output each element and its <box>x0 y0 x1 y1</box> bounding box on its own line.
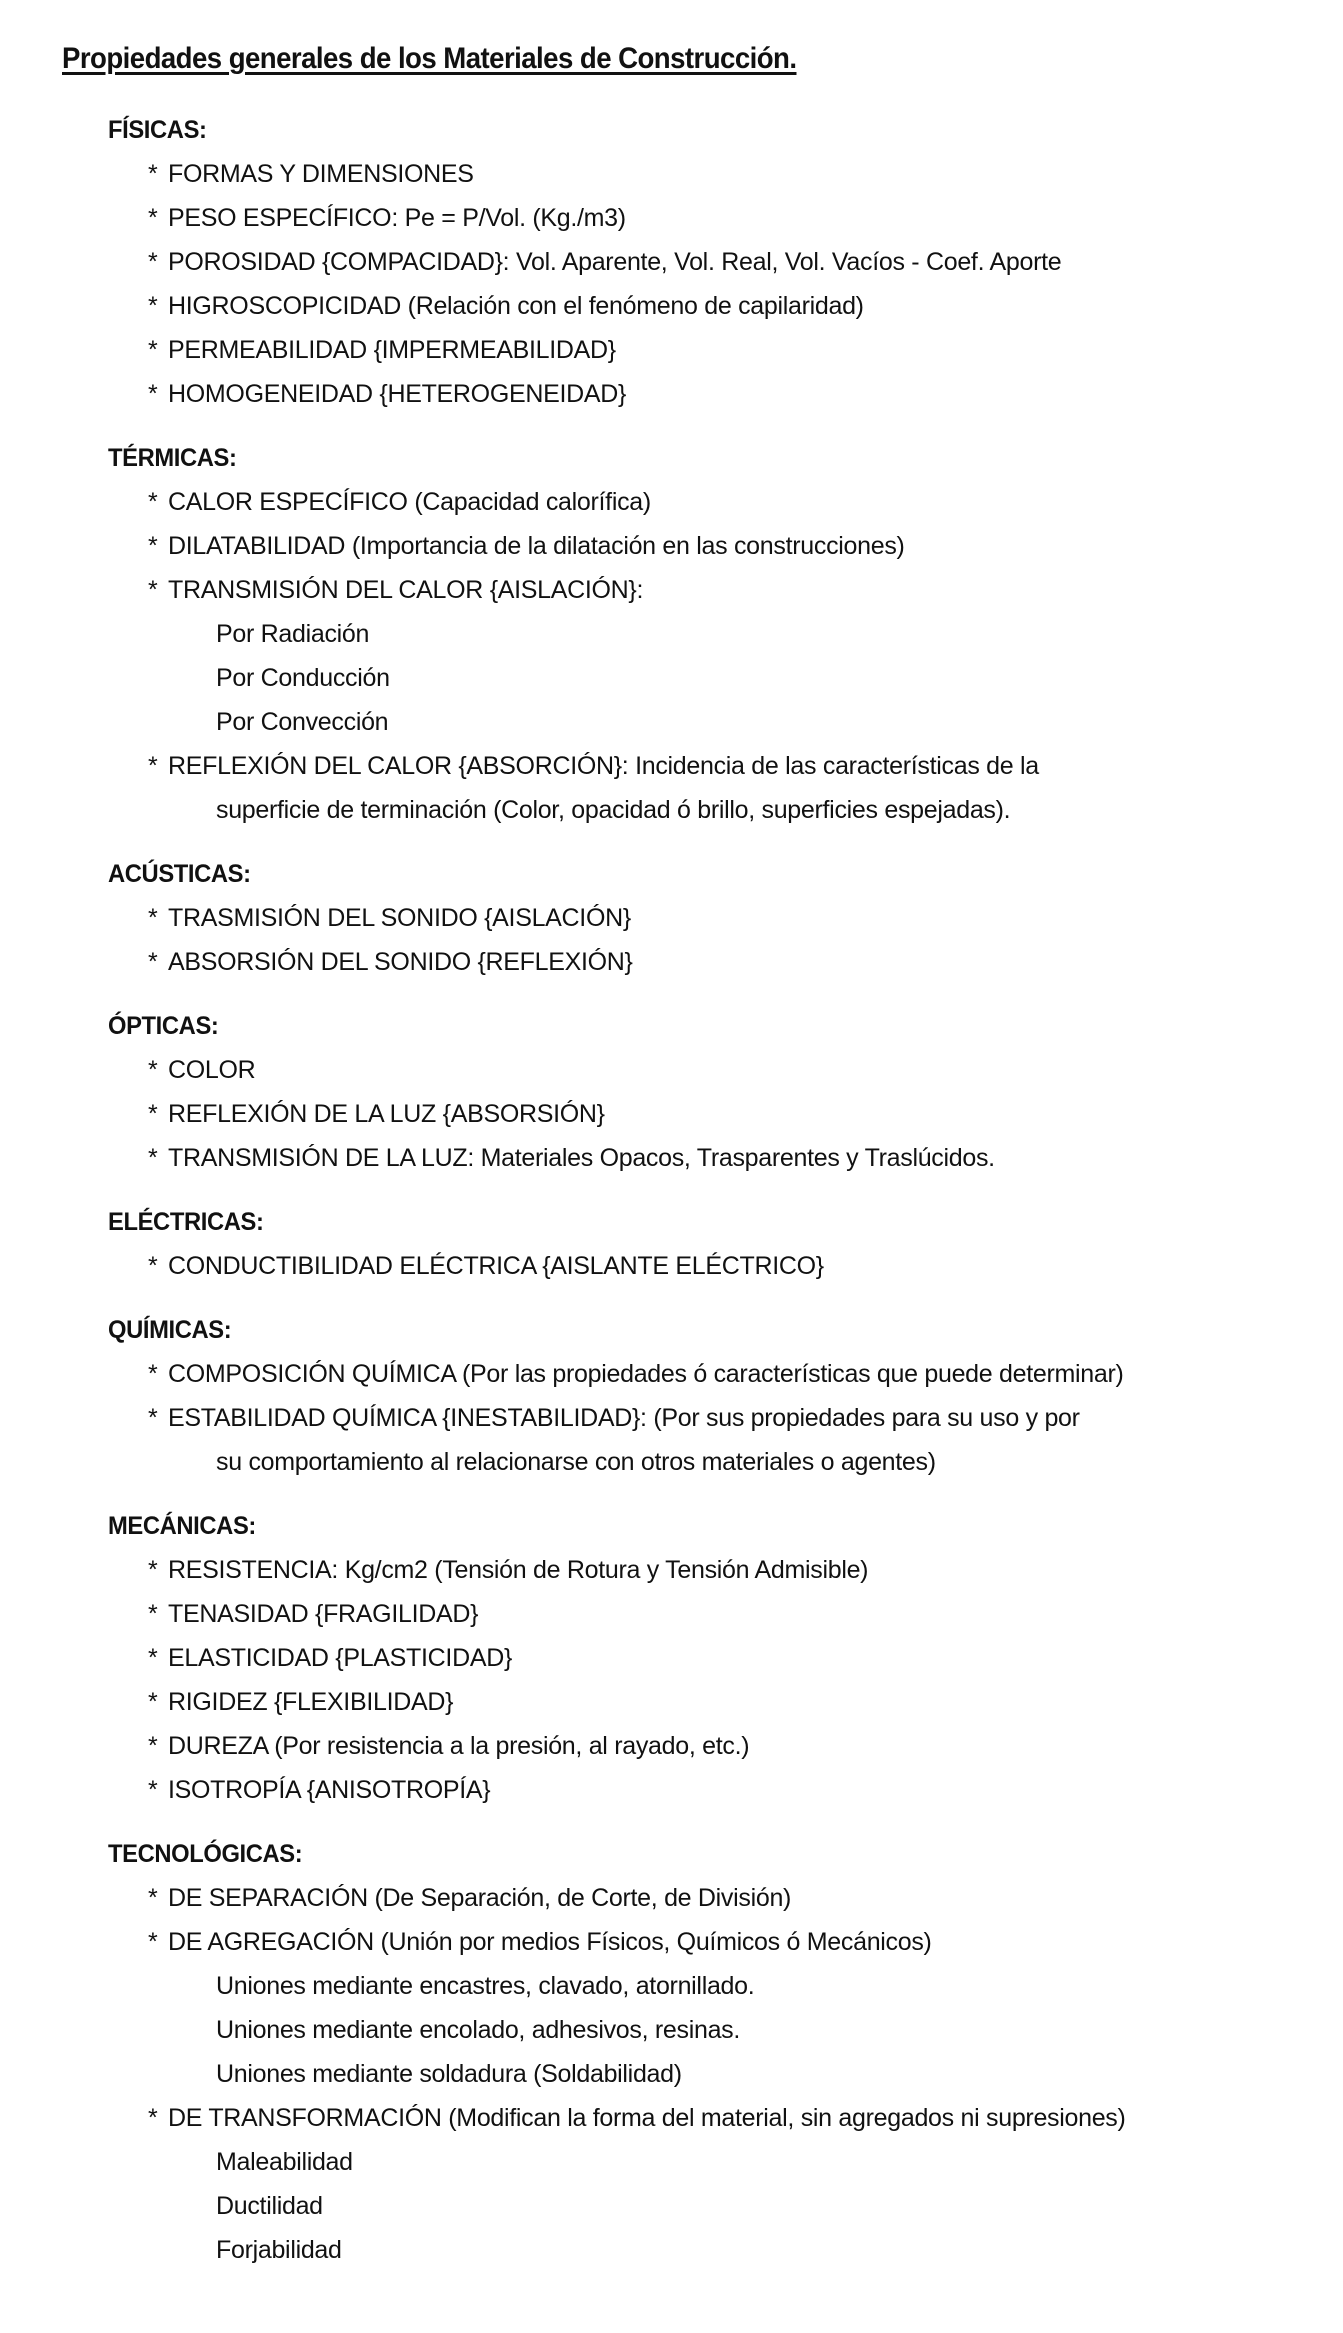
bullet-asterisk: * <box>148 1404 158 1432</box>
bullet-asterisk: * <box>148 1100 158 1128</box>
sub-item: Por Convección <box>216 708 389 736</box>
section-acústicas <box>0 852 1343 984</box>
property-item <box>148 1396 1343 1440</box>
bullet-asterisk: * <box>148 1360 158 1388</box>
sub-item: Ductilidad <box>216 2192 323 2220</box>
property-item <box>148 744 1343 788</box>
property-item-text: ABSORSIÓN DEL SONIDO {REFLEXIÓN} <box>168 948 633 976</box>
property-item-text: DE AGREGACIÓN (Unión por medios Físicos, Químicos ó Mecánicos) <box>168 1928 932 1956</box>
property-item-text: CONDUCTIBILIDAD ELÉCTRICA {AISLANTE ELÉCTRICO} <box>168 1252 824 1280</box>
property-item <box>148 152 1343 196</box>
property-item <box>148 1048 1343 1092</box>
properties-list <box>0 108 1343 2272</box>
property-item-text: DE SEPARACIÓN (De Separación, de Corte, de División) <box>168 1884 792 1912</box>
property-item-text: TENASIDAD {FRAGILIDAD} <box>168 1600 479 1628</box>
sub-item: Uniones mediante encolado, adhesivos, resinas. <box>216 2016 741 2044</box>
bullet-asterisk: * <box>148 380 158 408</box>
section-heading: ÓPTICAS: <box>108 1012 219 1040</box>
section-eléctricas <box>0 1200 1343 1288</box>
section-spacer <box>0 416 1343 436</box>
property-item <box>148 1592 1343 1636</box>
bullet-asterisk: * <box>148 1556 158 1584</box>
bullet-asterisk: * <box>148 1928 158 1956</box>
sub-item: Por Radiación <box>216 620 370 648</box>
property-item <box>148 1352 1343 1396</box>
section-heading: FÍSICAS: <box>108 116 207 144</box>
bullet-asterisk: * <box>148 488 158 516</box>
property-item <box>148 896 1343 940</box>
bullet-asterisk: * <box>148 336 158 364</box>
property-item-text: FORMAS Y DIMENSIONES <box>168 160 474 188</box>
property-item <box>148 1092 1343 1136</box>
section-tecnológicas <box>0 1832 1343 2272</box>
property-item <box>148 196 1343 240</box>
property-item-text: DILATABILIDAD (Importancia de la dilatación en las construcciones) <box>168 532 905 560</box>
property-item <box>148 284 1343 328</box>
property-item <box>148 1768 1343 1812</box>
bullet-asterisk: * <box>148 248 158 276</box>
item-continuation: su comportamiento al relacionarse con otros materiales o agentes) <box>216 1448 936 1476</box>
section-químicas <box>0 1308 1343 1484</box>
property-item-text: ELASTICIDAD {PLASTICIDAD} <box>168 1644 513 1672</box>
bullet-asterisk: * <box>148 1600 158 1628</box>
property-item <box>148 1876 1343 1920</box>
bullet-asterisk: * <box>148 752 158 780</box>
bullet-asterisk: * <box>148 1732 158 1760</box>
property-item-text: RESISTENCIA: Kg/cm2 (Tensión de Rotura y Tensión Admisible) <box>168 1556 869 1584</box>
property-item <box>148 1724 1343 1768</box>
property-item-text: RIGIDEZ {FLEXIBILIDAD} <box>168 1688 454 1716</box>
property-item <box>148 568 1343 612</box>
bullet-asterisk: * <box>148 904 158 932</box>
property-item <box>148 372 1343 416</box>
property-item <box>148 1548 1343 1592</box>
section-heading: ELÉCTRICAS: <box>108 1208 264 1236</box>
section-spacer <box>0 1484 1343 1504</box>
section-mecánicas <box>0 1504 1343 1812</box>
bullet-asterisk: * <box>148 1688 158 1716</box>
bullet-asterisk: * <box>148 532 158 560</box>
property-item-text: PESO ESPECÍFICO: Pe = P/Vol. (Kg./m3) <box>168 204 626 232</box>
bullet-asterisk: * <box>148 2104 158 2132</box>
property-item <box>148 2096 1343 2140</box>
sub-item: Por Conducción <box>216 664 390 692</box>
sub-item: Uniones mediante soldadura (Soldabilidad) <box>216 2060 682 2088</box>
property-item-text: TRANSMISIÓN DE LA LUZ: Materiales Opacos, Trasparentes y Traslúcidos. <box>168 1144 995 1172</box>
property-item-text: CALOR ESPECÍFICO (Capacidad calorífica) <box>168 488 651 516</box>
section-heading: TÉRMICAS: <box>108 444 237 472</box>
property-item-text: COMPOSICIÓN QUÍMICA (Por las propiedades ó características que puede determinar) <box>168 1360 1124 1388</box>
bullet-asterisk: * <box>148 1144 158 1172</box>
bullet-asterisk: * <box>148 160 158 188</box>
property-item <box>148 480 1343 524</box>
property-item-text: ESTABILIDAD QUÍMICA {INESTABILIDAD}: (Por sus propiedades para su uso y por <box>168 1404 1080 1432</box>
property-item <box>148 1244 1343 1288</box>
section-spacer <box>0 1812 1343 1832</box>
property-item-text: DE TRANSFORMACIÓN (Modifican la forma del material, sin agregados ni supresiones) <box>168 2104 1126 2132</box>
section-heading: ACÚSTICAS: <box>108 860 251 888</box>
section-heading: MECÁNICAS: <box>108 1512 256 1540</box>
bullet-asterisk: * <box>148 948 158 976</box>
section-heading: TECNOLÓGICAS: <box>108 1840 303 1868</box>
sub-item: Maleabilidad <box>216 2148 353 2176</box>
section-heading: QUÍMICAS: <box>108 1316 232 1344</box>
bullet-asterisk: * <box>148 204 158 232</box>
section-spacer <box>0 984 1343 1004</box>
property-item-text: ISOTROPÍA {ANISOTROPÍA} <box>168 1776 491 1804</box>
property-item <box>148 1636 1343 1680</box>
section-spacer <box>0 832 1343 852</box>
property-item <box>148 524 1343 568</box>
property-item-text: POROSIDAD {COMPACIDAD}: Vol. Aparente, Vol. Real, Vol. Vacíos - Coef. Aporte <box>168 248 1062 276</box>
bullet-asterisk: * <box>148 1884 158 1912</box>
property-item-text: REFLEXIÓN DE LA LUZ {ABSORSIÓN} <box>168 1100 605 1128</box>
property-item-text: DUREZA (Por resistencia a la presión, al rayado, etc.) <box>168 1732 750 1760</box>
property-item <box>148 1920 1343 1964</box>
bullet-asterisk: * <box>148 1056 158 1084</box>
document-title: Propiedades generales de los Materiales de Construcción. <box>62 42 797 75</box>
property-item-text: HOMOGENEIDAD {HETEROGENEIDAD} <box>168 380 627 408</box>
bullet-asterisk: * <box>148 576 158 604</box>
property-item-text: TRASMISIÓN DEL SONIDO {AISLACIÓN} <box>168 904 631 932</box>
property-item <box>148 1136 1343 1180</box>
property-item <box>148 1680 1343 1724</box>
section-spacer <box>0 1288 1343 1308</box>
item-continuation: superficie de terminación (Color, opacidad ó brillo, superficies espejadas). <box>216 796 1011 824</box>
property-item <box>148 328 1343 372</box>
sub-item: Uniones mediante encastres, clavado, atornillado. <box>216 1972 755 2000</box>
bullet-asterisk: * <box>148 1252 158 1280</box>
section-térmicas <box>0 436 1343 832</box>
section-spacer <box>0 1180 1343 1200</box>
property-item-text: PERMEABILIDAD {IMPERMEABILIDAD} <box>168 336 616 364</box>
property-item-text: TRANSMISIÓN DEL CALOR {AISLACIÓN}: <box>168 576 644 604</box>
property-item-text: HIGROSCOPICIDAD (Relación con el fenómeno de capilaridad) <box>168 292 864 320</box>
section-físicas <box>0 108 1343 416</box>
property-item-text: REFLEXIÓN DEL CALOR {ABSORCIÓN}: Incidencia de las características de la <box>168 752 1039 780</box>
bullet-asterisk: * <box>148 292 158 320</box>
bullet-asterisk: * <box>148 1776 158 1804</box>
property-item-text: COLOR <box>168 1056 256 1084</box>
sub-item: Forjabilidad <box>216 2236 342 2264</box>
bullet-asterisk: * <box>148 1644 158 1672</box>
property-item <box>148 940 1343 984</box>
section-ópticas <box>0 1004 1343 1180</box>
property-item <box>148 240 1343 284</box>
